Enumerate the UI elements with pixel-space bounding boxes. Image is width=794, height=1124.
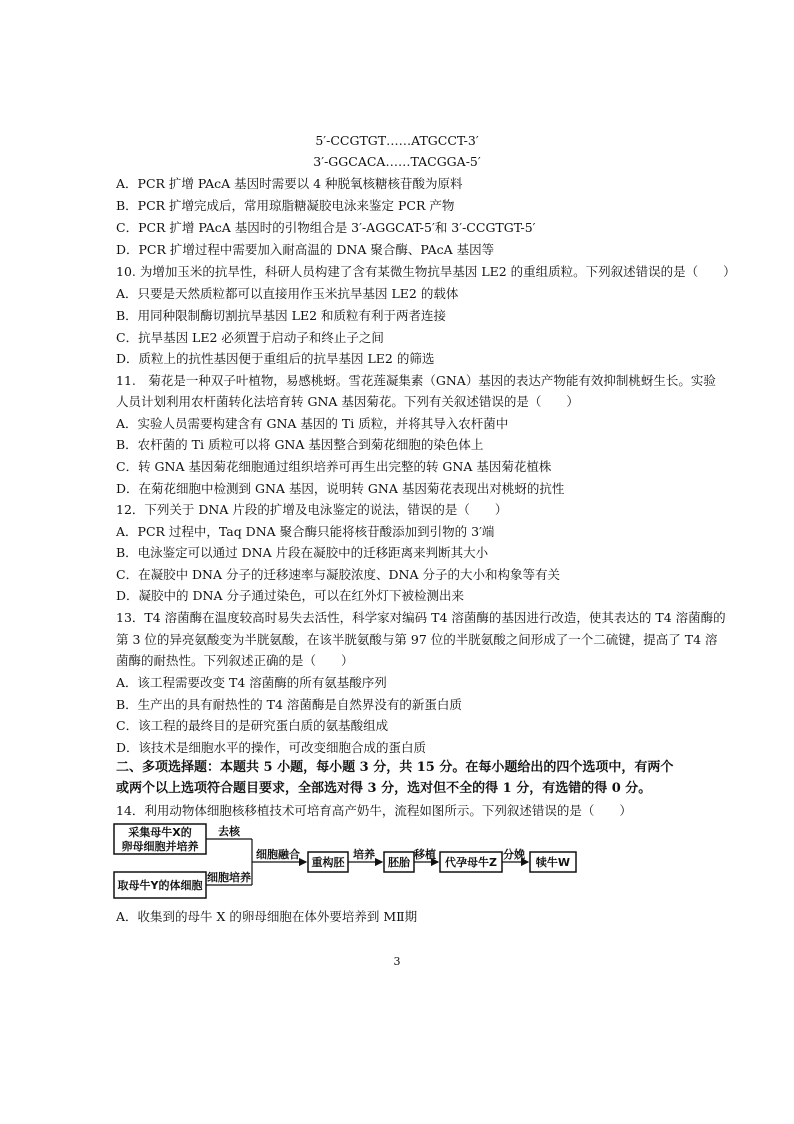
- q12-option-b: B．电泳鉴定可以通过 DNA 片段在凝胶中的迁移距离来判断其大小: [116, 545, 489, 560]
- q12-option-d: D．凝胶中的 DNA 分子通过染色，可以在红外灯下被检测出来: [116, 588, 464, 603]
- q10-option-c: C．抗旱基因 LE2 必须置于启动子和终止子之间: [116, 330, 384, 345]
- q10-option-a: A．只要是天然质粒都可以直接用作玉米抗旱基因 LE2 的载体: [116, 286, 459, 301]
- q11-option-c: C．转 GNA 基因菊花细胞通过组织培养可再生出完整的转 GNA 基因菊花植株: [116, 459, 552, 474]
- box-collect-oocyte-line1: 采集母牛X的: [128, 826, 192, 839]
- q11-option-b: B．农杆菌的 Ti 质粒可以将 GNA 基因整合到菊花细胞的染色体上: [116, 437, 484, 452]
- label-culture2: 培养: [353, 848, 375, 861]
- q13-stem-line1: 13．T4 溶菌酶在温度较高时易失去活性，科学家对编码 T4 溶菌酶的基因进行改造，使其表达的 T4 溶菌酶的: [116, 610, 726, 625]
- q12-stem: 12．下列关于 DNA 片段的扩增及电泳鉴定的说法，错误的是（ ）: [116, 502, 508, 517]
- q11-option-a: A．实验人员需要构建含有 GNA 基因的 Ti 质粒，并将其导入农杆菌中: [116, 416, 509, 431]
- q9-option-a: A．PCR 扩增 PAcA 基因时需要以 4 种脱氧核糖核苷酸为原料: [116, 176, 463, 191]
- q11-option-d: D．在菊花细胞中检测到 GNA 基因，说明转 GNA 基因菊花表现出对桃蚜的抗性: [116, 481, 565, 496]
- dna-sequence-top: 5′-CCGTGT……ATGCCT-3′: [315, 133, 479, 148]
- label-transfer: 移植: [414, 848, 436, 861]
- nuclear-transfer-flowchart: [112, 822, 582, 902]
- label-cell-culture: 细胞培养: [207, 871, 251, 884]
- box-somatic-cell-label: 取母牛Y的体细胞: [117, 879, 203, 892]
- q10-stem: 10. 为增加玉米的抗旱性，科研人员构建了含有某微生物抗旱基因 LE2 的重组质粒。下列叙述错误的是（ ）: [116, 264, 736, 279]
- q9-option-d: D．PCR 扩增过程中需要加入耐高温的 DNA 聚合酶、PAcA 基因等: [116, 242, 495, 257]
- section2-heading-line2: 或两个以上选项符合题目要求，全部选对得 3 分，选对但不全的得 1 分，有选错的得 0 分。: [116, 781, 652, 796]
- q13-stem-line3: 菌酶的耐热性。下列叙述正确的是（ ）: [116, 653, 354, 668]
- q12-option-a: A．PCR 过程中，Taq DNA 聚合酶只能将核苷酸添加到引物的 3′端: [116, 524, 495, 539]
- q13-option-d: D．该技术是细胞水平的操作，可改变细胞合成的蛋白质: [116, 740, 427, 755]
- q13-option-c: C．该工程的最终目的是研究蛋白质的氨基酸组成: [116, 718, 389, 733]
- label-cell-fusion: 细胞融合: [256, 848, 300, 861]
- q14-stem: 14．利用动物体细胞核移植技术可培育高产奶牛，流程如图所示。下列叙述错误的是（ ）: [116, 803, 632, 818]
- q13-option-a: A．该工程需要改变 T4 溶菌酶的所有氨基酸序列: [116, 675, 387, 690]
- section2-heading-line1: 二、多项选择题：本题共 5 小题，每小题 3 分，共 15 分。在每小题给出的四个选项中，有两个: [116, 760, 674, 775]
- label-reconstructed-embryo: 重构胚: [311, 856, 345, 869]
- q9-option-c: C．PCR 扩增 PAcA 基因时的引物组合是 3′-AGGCAT-5′和 3′-CCGTGT-5′: [116, 220, 536, 235]
- q13-option-b: B．生产出的具有耐热性的 T4 溶菌酶是自然界没有的新蛋白质: [116, 697, 462, 712]
- q11-stem-line2: 人员计划利用农杆菌转化法培育转 GNA 基因菊花。下列有关叙述错误的是（ ）: [116, 394, 579, 409]
- dna-sequence-bottom: 3′-GGCACA……TACGGA-5′: [313, 154, 481, 169]
- q9-option-b: B．PCR 扩增完成后，常用琼脂糖凝胶电泳来鉴定 PCR 产物: [116, 198, 455, 213]
- q10-option-b: B．用同种限制酶切割抗旱基因 LE2 和质粒有利于两者连接: [116, 308, 447, 323]
- label-surrogate-cow: 代孕母牛Z: [445, 856, 497, 869]
- q10-option-d: D．质粒上的抗性基因便于重组后的抗旱基因 LE2 的筛选: [116, 351, 435, 366]
- q11-stem-line1: 11. 菊花是一种双子叶植物，易感桃蚜。雪花莲凝集素（GNA）基因的表达产物能有效抑制桃蚜生长。实验: [116, 373, 716, 388]
- box-collect-oocyte-line2: 卵母细胞并培养: [121, 840, 199, 853]
- page-number: 3: [393, 955, 401, 968]
- q13-stem-line2: 第 3 位的异亮氨酸变为半胱氨酸，在该半胱氨酸与第 97 位的半胱氨酸之间形成了一个二硫键，提高了 T4 溶: [116, 632, 718, 647]
- q14-option-a: A．收集到的母牛 X 的卵母细胞在体外要培养到 MⅡ期: [116, 909, 418, 924]
- label-birth: 分娩: [503, 848, 525, 861]
- label-enucleate: 去核: [218, 825, 240, 838]
- q12-option-c: C．在凝胶中 DNA 分子的迁移速率与凝胶浓度、DNA 分子的大小和构象等有关: [116, 567, 560, 582]
- label-embryo: 胚胎: [388, 856, 410, 869]
- label-calf: 犊牛W: [535, 856, 571, 869]
